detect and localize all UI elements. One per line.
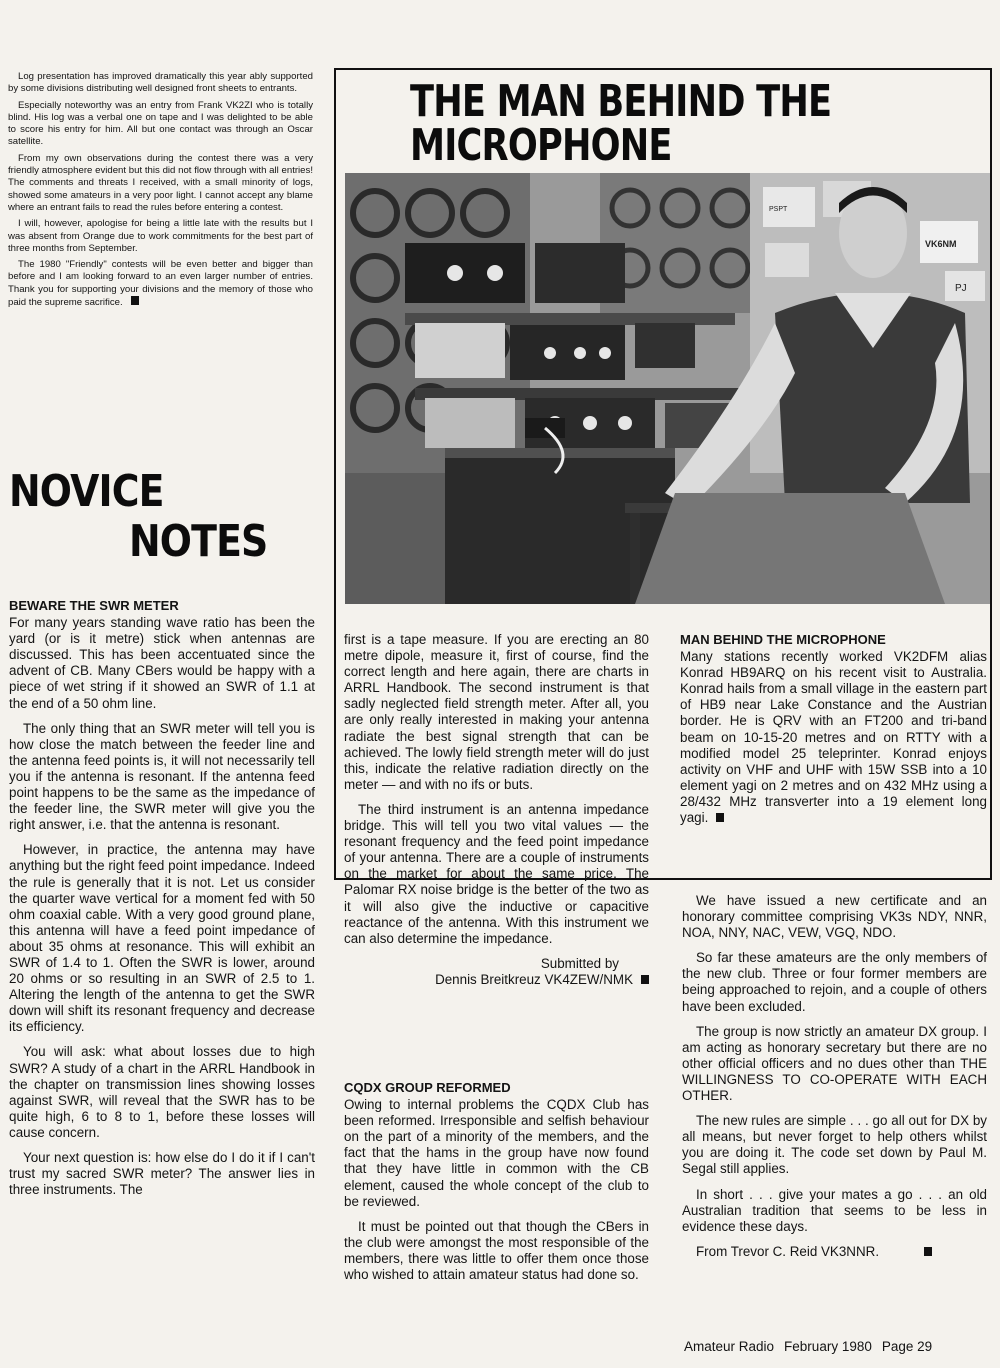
intro-paragraph: From my own observations during the contest there was a very friendly atmosphere evident but this did not flow through with all entries! The comments and threats I received, with a small minority of logs, showed some amateurs in a very poor light. I cannot accept any blame where an entrant fails to read the rules before entering a contest. [8, 152, 313, 213]
article-paragraph: The new rules are simple . . . go all out for DX by all means, but never forget to help others whilst you are doing it. The code set down by Paul M. Segal still applies. [682, 1113, 987, 1177]
article-paragraph: You will ask: what about losses due to high SWR? A study of a chart in the ARRL Handbook in the chapter on transmission lines showing losses against SWR, will reveal that the SWR has to be quite high, 6 to 8 to 1, before these losses will cause concern. [9, 1044, 315, 1140]
feature-title-line1: THE MAN BEHIND THE [410, 76, 832, 127]
intro-paragraph: The 1980 "Friendly" contests will be even better and bigger than before and I am looking forward to an even larger number of entries. Thank you for supporting your divisions and the memory of those who paid the supreme sacrifice. [8, 259, 313, 309]
article-paragraph: So far these amateurs are the only members of the new club. Three or four former members are being approached to rejoin, and a couple of others have been excluded. [682, 950, 987, 1014]
article-paragraph: It must be pointed out that though the CBers in the club were amongst the most responsible of the members, there was little to offer them once those who wished to attain amateur status had done so. [344, 1218, 649, 1283]
article-paragraph: The third instrument is an antenna impedance bridge. This will tell you two vital values — the resonant frequency and the feed point impedance of your antenna. There are a couple of instruments on the market for about the same price. The Palomar RX noise bridge is the better of the two as it will also give the inductive or capacitive reactance of the antenna. With this instrument we can also determine the impedance. [344, 801, 649, 946]
novice-column-1 [9, 598, 315, 1207]
operator-photo [345, 173, 990, 604]
novice-title-line1: NOVICE [9, 466, 164, 517]
feature-title-line2: MICROPHONE [410, 120, 672, 171]
cqdx-column-3 [682, 893, 987, 1260]
article-paragraph: The group is now strictly an amateur DX group. I am acting as honorary secretary but there are no other official officers and no dues other than THE WILLINGNESS TO CO-OPERATE WITH EACH OTHER. [682, 1023, 987, 1104]
qsl-card-label: PJ [955, 283, 967, 294]
article-paragraph: In short . . . give your mates a go . . . an old Australian tradition that seems to be less in evidence these days. [682, 1186, 987, 1234]
article-paragraph: The only thing that an SWR meter will tell you is how close the match between the feeder line and the antenna feed points is, it will not necessarily tell you if the antenna is resonant. If the antenna feed point happens to be the same as the impedance of the feeder line, the SWR meter will give you the right answer, i.e. that the antenna is resonant. [9, 720, 315, 833]
page-footer [684, 1339, 932, 1354]
issue-date: February 1980 [784, 1339, 872, 1354]
novice-title-line2: NOTES [129, 516, 268, 567]
end-mark-icon [641, 975, 649, 984]
submitted-by: Submitted by [540, 955, 619, 971]
author-signature: Dennis Breitkreuz VK4ZEW/NMK [344, 972, 649, 988]
cqdx-column-2 [344, 1080, 649, 1292]
article-paragraph: Your next question is: how else do I do it if I can't trust my sacred SWR meter? The answer lies in three instruments. The [9, 1150, 315, 1198]
cqdx-signature: From Trevor C. Reid VK3NNR. [682, 1244, 987, 1260]
article-paragraph: first is a tape measure. If you are erecting an 80 metre dipole, measure it, first of course, find the correct length and here again, there are charts in ARRL Handbook. The second instrument is that sadly neglected field strength meter. After all, you are only really interested in making your antenna radiate the best signal strength that can be achieved. The lowly field strength meter will do just this, indicate the relative radiation directly on the meter — and with no ifs or buts. [344, 632, 649, 792]
page-number: Page 29 [881, 1339, 933, 1354]
end-mark-icon [924, 1247, 932, 1256]
swr-subhead: BEWARE THE SWR METER [9, 598, 179, 613]
qsl-card-label: VK6NM [925, 239, 957, 249]
intro-paragraph: Especially noteworthy was an entry from Frank VK2ZI who is totally blind. His log was a verbal one on tape and I was delighted to be able to score his entry for him. All but one contact was through an Oscar satellite. [8, 99, 313, 148]
novice-column-2 [344, 632, 649, 988]
end-mark-icon [131, 296, 139, 305]
article-paragraph: Owing to internal problems the CQDX Club has been reformed. Irresponsible and selfish behaviour on the part of a minority of the members, and the fact that the hams in the group have now found that they have little in common with the CB element, caused the whole concept of the club to be reviewed. [344, 1097, 649, 1209]
intro-paragraph: Log presentation has improved dramatically this year ably supported by some divisions distributing well designed front sheets to entrants. [8, 71, 313, 95]
magazine-name: Amateur Radio [684, 1339, 775, 1354]
intro-paragraph: I will, however, apologise for being a little late with the results but I was absent from Orange due to work commitments for the best part of three months from September. [8, 218, 313, 254]
feature-subhead: MAN BEHIND THE MICROPHONE [680, 632, 886, 647]
cqdx-subhead: CQDX GROUP REFORMED [344, 1080, 511, 1095]
end-mark-icon [716, 813, 724, 822]
article-paragraph: We have issued a new certificate and an honorary committee comprising VK3s NDY, NNR, NOA, NNY, NAC, VEW, VGQ, NDO. [682, 893, 987, 941]
article-paragraph: However, in practice, the antenna may have anything but the right feed point impedance. Indeed the rule is generally that it is not. Let us consider the quarter wave vertical for a moment fed with 50 ohm coaxial cable. With a very good ground plane, this antenna will have a feed point impedance of about 35 ohms at resonance. This will exhibit an SWR of 1.4 to 1. Often the SWR is lower, around 20 ohms or so resulting in an SWR of 2.5 to 1. Altering the length of the antenna to get the SWR down will shift its resonant frequency and decrease its efficiency. [9, 842, 315, 1035]
intro-column [8, 71, 313, 313]
qsl-card-label: PSPT [769, 206, 788, 213]
feature-article [680, 632, 987, 835]
feature-paragraph: Many stations recently worked VK2DFM alias Konrad HB9ARQ on his recent visit to Australia. Konrad hails from a small village in the eastern part of HB9 near Lake Constance and the Austrian border. He is QRV with an FT200 and tri-band beam on 10-15-20 metres and on RTTY with a modified model 25 teleprinter. Konrad enjoys activity on VHF and UHF with 15W SSB into a 10 element yagi on 2 metres and on 432 MHz using a 28/432 MHz transverter into a 19 element long yagi. [680, 649, 987, 826]
article-paragraph: For many years standing wave ratio has been the yard (or is it metre) stick when antennas are discussed. This has been accentuated since the advent of CB. Many CBers would be happy with a piece of wet string if it showed an SWR of 1.1 at the end of a 50 ohm line. [9, 615, 315, 711]
